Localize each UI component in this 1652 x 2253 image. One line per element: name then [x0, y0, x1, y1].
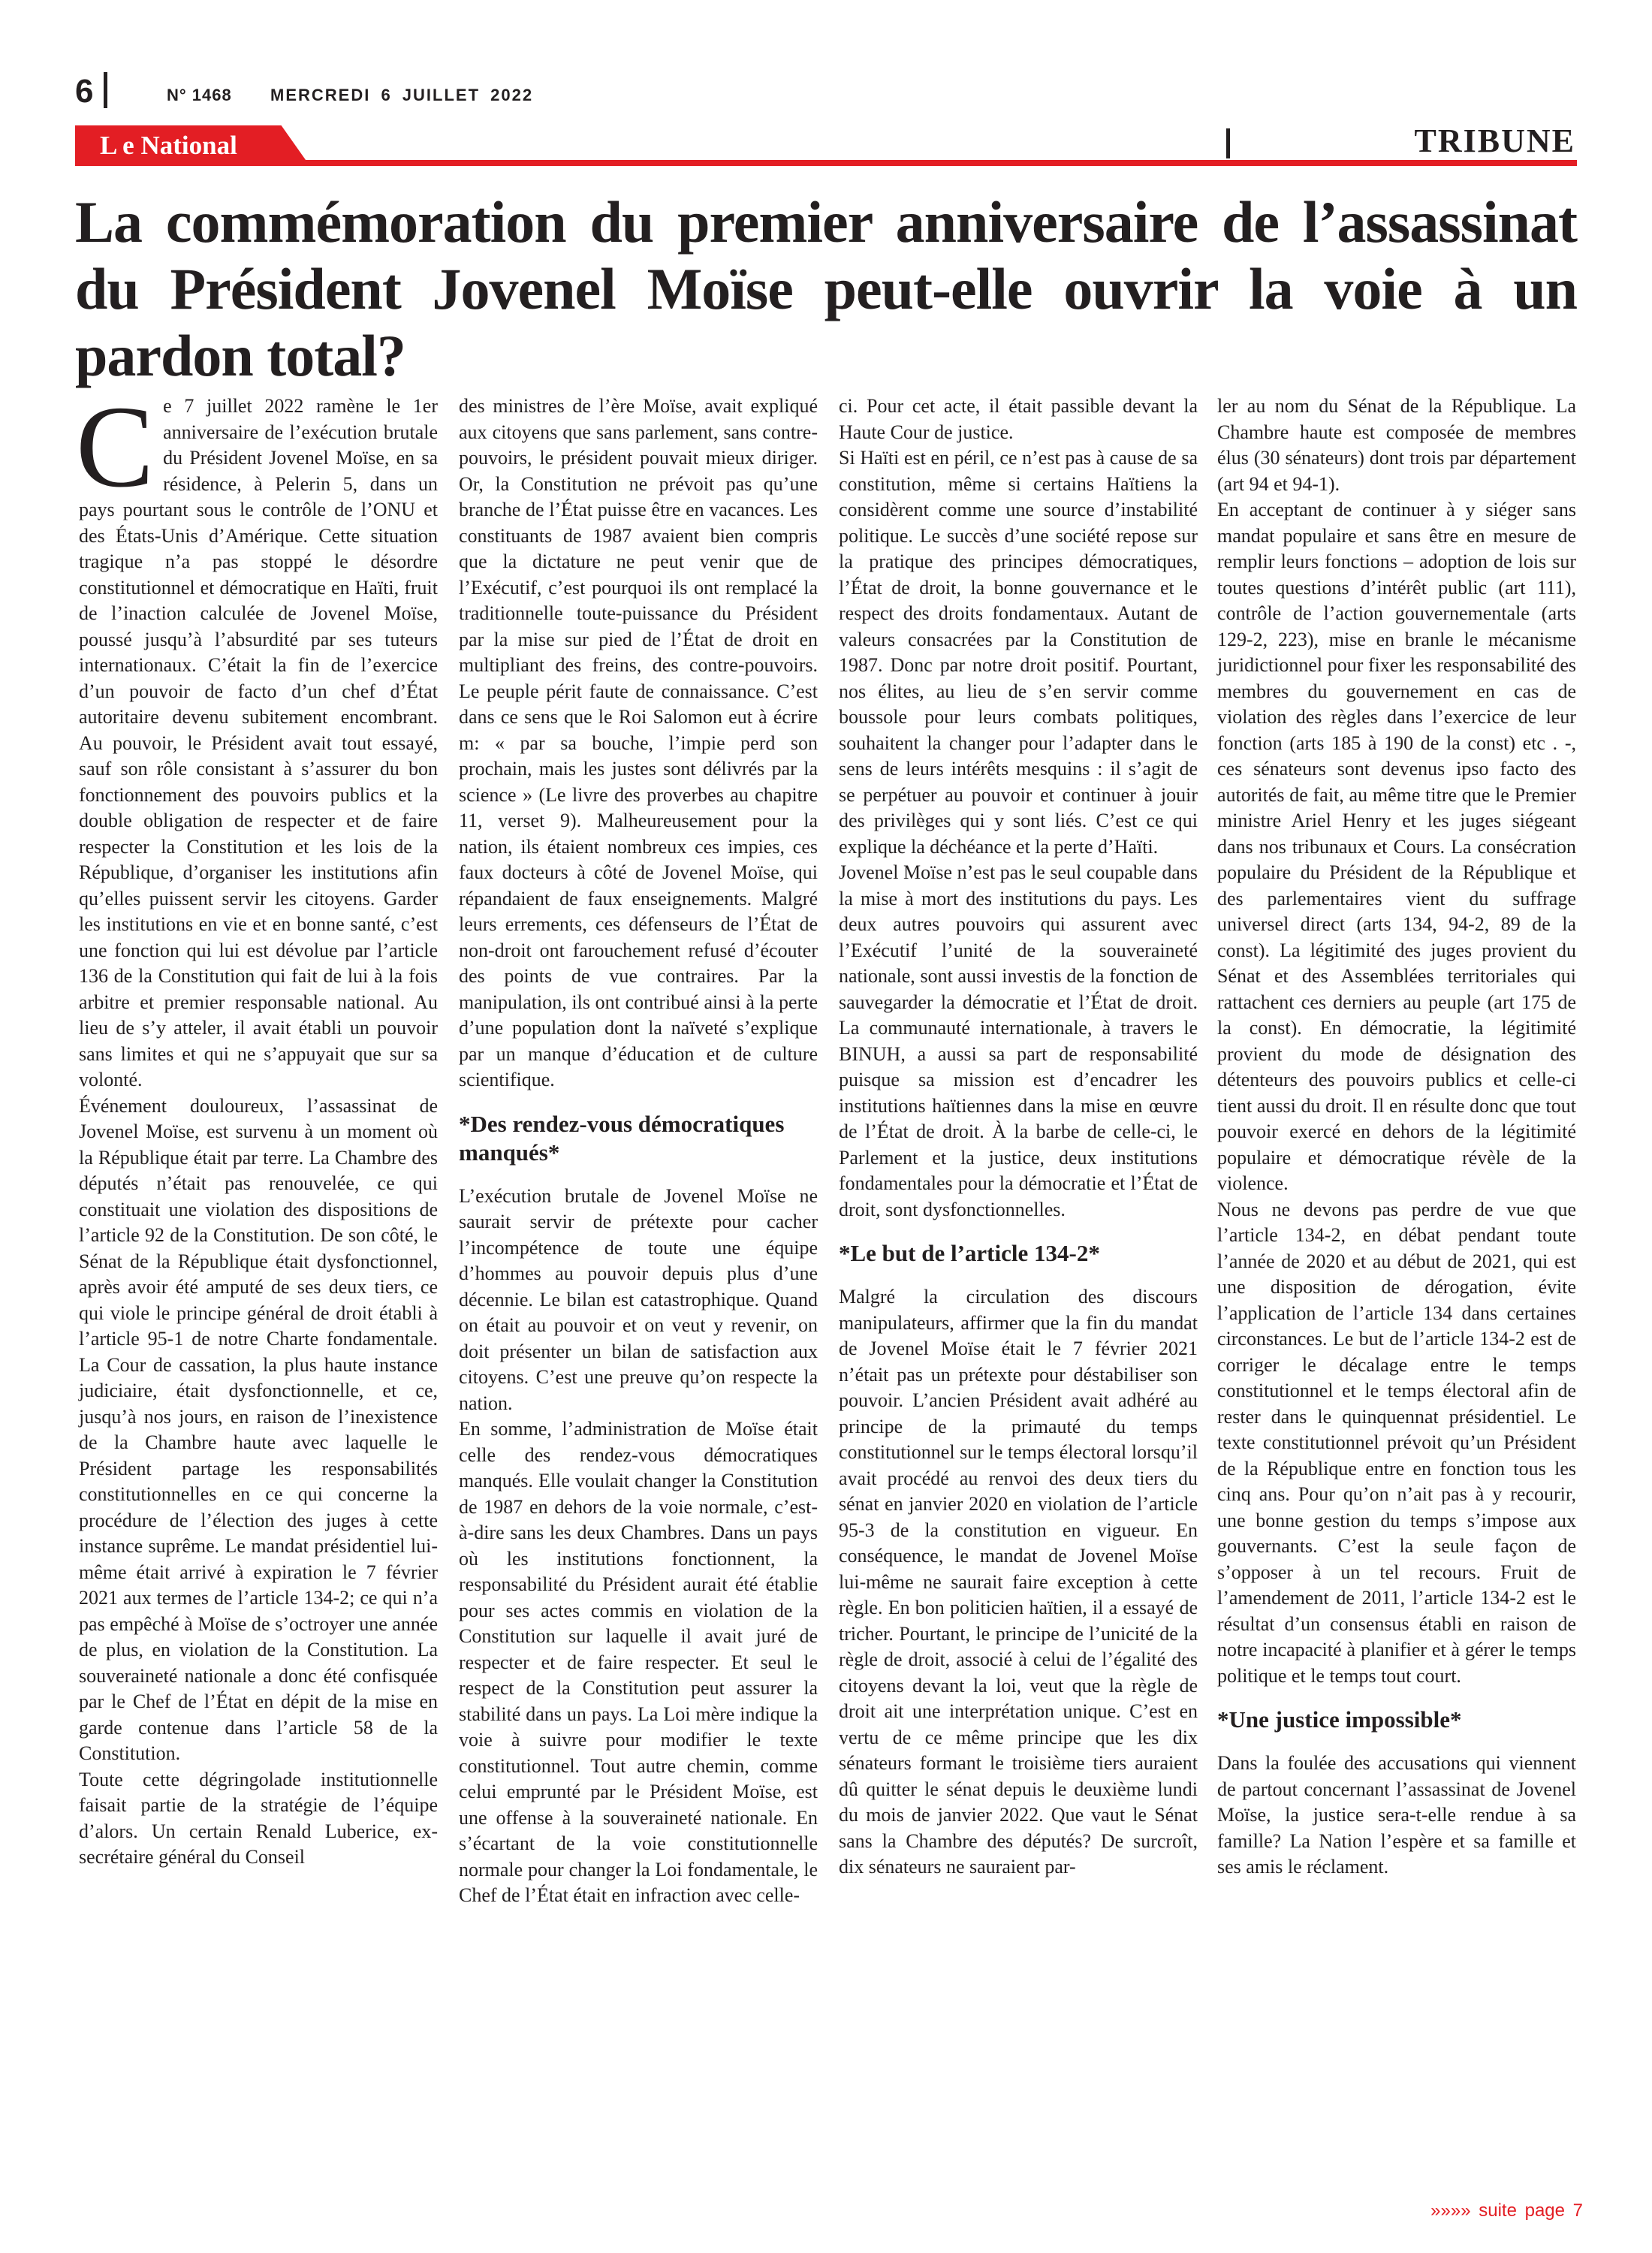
page-number: 6 [75, 73, 94, 110]
paragraph: Si Haïti est en péril, ce n’est pas à cause de sa constitution, même si certains Haïtiens la considèrent comme une source d’instabilité politique. Le succès d’une société repose sur la pratique des principes démocratiques, l’État de droit, la bonne gouvernance et le respect des droits fondamentaux. Autant de valeurs consacrées par la Constitution de 1987. Donc par notre droit positif. Pourtant, nos élites, au lieu de s’en servir comme boussole pour leurs combats politiques, souhaitent la changer pour l’adapter dans le sens de leurs intérêts mesquins : il s’agit de se perpétuer au pouvoir et continuer à jouir des privilèges qui y sont liés. C’est ce qui explique la déchéance et la perte d’Haïti. [839, 447, 1198, 858]
issue-date: MERCREDI 6 JUILLET 2022 [270, 86, 534, 104]
paragraph: En acceptant de continuer à y siéger sans mandat populaire et sans être en mesure de remplir leurs fonctions – adoption de lois sur toutes questions d’intérêt public (art 111), contrôle de l’action gouvernementale (arts 129-2, 223), mise en branle le mécanisme juridictionnel pour fixer les responsabilité des membres du gouvernement en cas de violation des règles dans l’exercice de leur fonction (arts 185 à 190 de la const) etc . -, ces sénateurs sont devenus ipso facto des autorités de fait, au même titre que le Premier ministre Ariel Henry et les juges siégeant dans nos tribunaux et Cours. La consécration populaire du Président de la République et des parlementaires vient du suffrage universel direct (arts 134, 94-2, 89 de la const). La légitimité des juges provient du Sénat et des Assemblées territoriales qui rattachent ces derniers au peuple (art 175 de la const). En démocratie, la légitimité provient du mode de désignation des détenteurs des pouvoirs publics et celle-ci tient aussi du droit. Il en résulte donc que tout pouvoir exercé en dehors de la légitimité populaire et démocratique révèle de la violence. [1217, 499, 1576, 1194]
paragraph: des ministres de l’ère Moïse, avait expliqué aux citoyens que sans parlement, sans contre-pouvoirs, le président pouvait mieux diriger. Or, la Constitution ne prévoit pas qu’une branche de l’État puisse être en vacances. Les constituants de 1987 avaient bien compris que la dictature ne peut venir que de l’Exécutif, c’est pourquoi ils ont remplacé la traditionnelle toute-puissance du Président par la mise sur pied de l’État de droit en multipliant des freins, des contre-pouvoirs. Le peuple périt faute de connaissance. C’est dans ce sens que le Roi Salomon eut à écrire m: « par sa bouche, l’impie perd son prochain, mais les justes sont délivrés par la science » (Le livre des proverbes au chapitre 11, verset 9). Malheureusement pour la nation, ils étaient nombreux ces impies, ces faux docteurs à côté de Jovenel Moïse, qui répandaient de faux enseignements. Malgré leurs errements, ces défenseurs de l’État de non-droit ont farouchement refusé d’écouter des points de vue contraires. Par la manipulation, ils ont contribué ainsi à la perte d’une population dont la naïveté s’explique par un manque d’éducation et de culture scientifique. [459, 395, 818, 1090]
section-divider [1226, 128, 1230, 158]
section-title: TRIBUNE [1414, 122, 1575, 159]
paragraph-text: e 7 juillet 2022 ramène le 1er anniversaire de l’exécution brutale du Président Jovenel Moïse, en sa résidence, à Pelerin 5, dans un pays pourtant sous le contrôle de l’ONU et des États-Unis d’Amérique. Cette situation tragique n’a pas stoppé le désordre constitutionnel et démocratique en Haïti, fruit de l’inaction calculée de Jovenel Moïse, poussé jusqu’à l’absurdité par ses tuteurs internationaux. C’était la fin de l’exercice d’un pouvoir de facto d’un chef d’État autoritaire devenu subitement encombrant. Au pouvoir, le Président avait tout essayé, sauf son rôle consistant à s’assurer du bon fonctionnement des pouvoirs publics et la double obligation de respecter et de faire respecter la Constitution et les lois de la République, d’organiser les institutions afin qu’elles puissent servir les citoyens. Garder les institutions en vie et en bonne santé, c’est une fonction qui lui est dévolue par l’article 136 de la Constitution qui fait de lui à la fois arbitre et premier responsable national. Au lieu de s’y atteler, il avait établi un pouvoir sans limites et qui ne s’appuyait que sur sa volonté. [79, 395, 438, 1090]
article-column-1 [76, 382, 438, 1871]
paragraph: ci. Pour cet acte, il était passible devant la Haute Cour de justice. [839, 395, 1198, 443]
article-column-3 [839, 394, 1198, 1881]
paragraph: L’exécution brutale de Jovenel Moïse ne saurait servir de prétexte pour cacher l’incompétence de toute une équipe d’hommes au pouvoir depuis plus d’une décennie. Le bilan est catastrophique. Quand on était au pouvoir et on veut y revenir, on doit présenter un bilan de satisfaction aux citoyens. C’est une preuve qu’on respecte la nation. [459, 1184, 818, 1414]
paragraph: Dans la foulée des accusations qui viennent de partout concernant l’assassinat de Jovenel Moïse, la justice sera-t-elle rendue à sa famille? La Nation l’espère et sa famille et ses amis le réclament. [1217, 1752, 1576, 1878]
paragraph: En somme, l’administration de Moïse était celle des rendez-vous démocratiques manqués. Elle voulait changer la Constitution de 1987 en dehors de la voie normale, c’est-à-dire sans les deux Chambres. Dans un pays où les institutions fonctionnent, la responsabilité du Président aurait été établie pour ses actes commis en violation de la Constitution sur laquelle il avait juré de respecter et de faire respecter. Et seul le respect de la Constitution peut assurer la stabilité dans un pays. La Loi mère indique la voie à suivre pour modifier le texte constitutionnel. Tout autre chemin, comme celui emprunté par le Président Moïse, est une offense à la souveraineté nationale. En s’écartant de la voie constitutionnelle normale pour changer la Loi fondamentale, le Chef de l’État était en infraction avec celle- [459, 1418, 818, 1906]
brand-name: L e National [100, 131, 237, 160]
paragraph: Toute cette dégringolade institutionnelle faisait partie de la stratégie de l’équipe d’alors. Un certain Renald Luberice, ex-secrétaire général du Conseil [79, 1768, 438, 1868]
subheading: *Le but de l’article 134-2* [839, 1240, 1100, 1266]
paragraph: Jovenel Moïse n’est pas le seul coupable dans la mise à mort des institutions du pays. Les deux autres pouvoirs qui assurent avec l’Exécutif l’unité de la souveraineté nationale, sont aussi investis de la fonction de sauvegarder la démocratie et l’État de droit. La communauté internationale, à travers le BINUH, a aussi sa part de responsabilité puisque sa mission est d’encadrer les institutions haïtiennes dans la mise en œuvre de l’État de droit. À la barbe de celle-ci, le Parlement et la justice, deux institutions fondamentales pour la démocratie et l’État de droit, sont dysfonctionnelles. [839, 861, 1198, 1220]
article-column-2 [459, 394, 818, 1909]
page-number-divider [104, 72, 107, 108]
drop-cap: C [76, 382, 155, 511]
paragraph [76, 382, 438, 1093]
article-headline: La commémoration du premier anniversaire de l’assassinat du Président Jovenel Moïse peut-elle ouvrir la voie à un pardon total? [75, 189, 1577, 388]
article-column-4 [1217, 394, 1576, 1881]
paragraph: Malgré la circulation des discours manipulateurs, affirmer que la fin du mandat de Jovenel Moïse était le 7 février 2021 n’était pas un prétexte pour déstabiliser son pouvoir. L’ancien Président avait adhéré au principe de la primauté du temps constitutionnel sur le temps électoral lorsqu’il avait procédé au renvoi des deux tiers du sénat en janvier 2020 en violation de l’article 95-3 de la constitution en vigueur. En conséquence, le mandat de Jovenel Moïse lui-même ne saurait faire exception à cette règle. En bon politicien haïtien, il a essayé de tricher. Pourtant, le principe de l’unicité de la règle de droit, associé à celui de l’égalité des citoyens devant la loi, veut que la règle de droit ait une interprétation unique. C’est en vertu de ce même principe que les dix sénateurs formant le troisième tiers auraient dû quitter le sénat depuis le deuxième lundi du mois de janvier 2022. Que vaut le Sénat sans la Chambre des députés? De surcroît, dix sénateurs ne sauraient par- [839, 1286, 1198, 1878]
issue-number: N° 1468 [167, 86, 232, 104]
header-rule [75, 160, 1577, 166]
continuation-link[interactable]: »»»» suite page 7 [1430, 2200, 1583, 2221]
paragraph: Nous ne devons pas perdre de vue que l’article 134-2, en débat pendant toute l’année de 2020 et au début de 2021, qui est une disposition de dérogation, évite l’application de l’article 134 dans certaines circonstances. Le but de l’article 134-2 est de corriger le décalage entre le temps constitutionnel et le temps électoral afin de rester dans le quinquennat présidentiel. Le texte constitutionnel prévoit qu’un Président de la République entre en fonction tous les cinq ans. Pour qu’on n’ait pas à y recourir, une bonne gestion du temps s’impose aux gouvernants. C’est la seule façon de s’opposer à un tel recours. Fruit de l’amendement de 2011, l’article 134-2 est le résultat d’un consensus établi en raison de notre incapacité à planifier et à gérer le temps politique et le temps tout court. [1217, 1198, 1576, 1687]
paragraph: ler au nom du Sénat de la République. La Chambre haute est composée de membres élus (30 sénateurs) dont trois par département (art 94 et 94-1). [1217, 395, 1576, 495]
paragraph: Événement douloureux, l’assassinat de Jovenel Moïse, est survenu à un moment où la République était par terre. La Chambre des députés n’était pas renouvelée, ce qui constituait une violation des dispositions de l’article 92 de la Constitution. De son côté, le Sénat de la République était dysfonctionnel, après avoir été amputé de ses deux tiers, ce qui viole le principe général de droit établi à l’article 95-1 de notre Charte fondamentale. La Cour de cassation, la plus haute instance judiciaire, était dysfonctionnelle, et ce, jusqu’à nos jours, en raison de l’inexistence de la Chambre haute avec laquelle le Président partage les responsabilités constitutionnelles en ce qui concerne la procédure de l’élection des juges à cette instance suprême. Le mandat présidentiel lui-même était arrivé à expiration le 7 février 2021 aux termes de l’article 134-2; ce qui n’a pas empêché à Moïse de s’octroyer une année de plus, en violation de la Constitution. La souveraineté nationale a donc été confisquée par le Chef de l’État en dépit de la mise en garde contenue dans l’article 58 de la Constitution. [79, 1094, 438, 1764]
subheading: *Des rendez-vous démocratiques manqués* [459, 1110, 785, 1166]
subheading: *Une justice impossible* [1217, 1706, 1462, 1733]
